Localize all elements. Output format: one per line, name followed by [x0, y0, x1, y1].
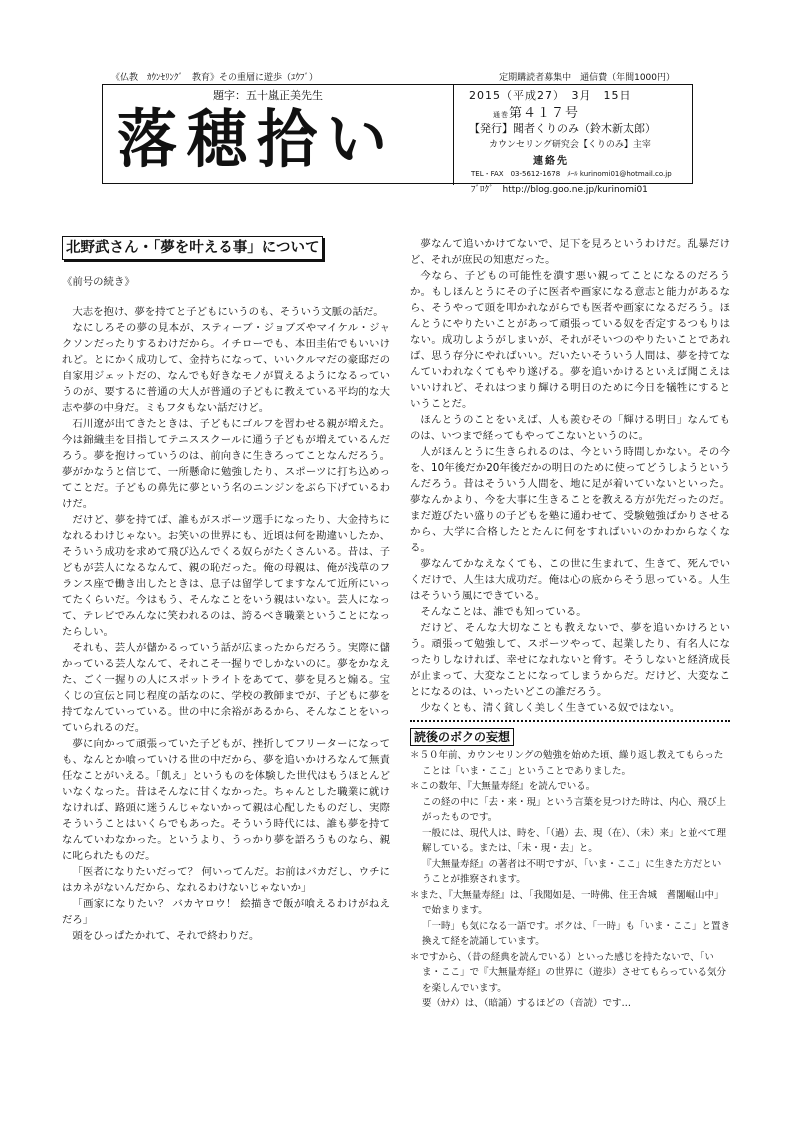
afterword-notes — [410, 748, 730, 1012]
article-paragraph: ほんとうのことをいえば、人も羨むその「輝ける明日」なんてものは、いつまで経ってもやってこないというのに。 — [410, 414, 730, 442]
organization: カウンセリング研究会【くりのみ】主宰 — [489, 140, 651, 150]
contact-label: 連絡先 — [533, 156, 569, 167]
afterword-note — [410, 950, 730, 997]
article-paragraph: 「画家になりたい？ バカヤロウ！ 絵描きで飯が喰えるわけがねえだろ」 — [62, 898, 390, 926]
article-paragraph: 「医者になりたいだって？ 何いってんだ。お前はバカだし、ウチにはカネがないんだから、なれるわけないじゃないか」 — [62, 866, 390, 894]
article-paragraph: 夢に向かって頑張っていた子どもが、挫折してフリーターになっても、なんとか喰っていける世の中だから、夢を追いかけろなんて無責任なことがいえる。「飢え」というものを体験した世代はもうほとんどいなくなった。昔はそんなに甘くなかった。ちゃんとした職業に就けなければ、路頭に迷うんじゃないかって親は心配したものだし、実際そういうことはいくらでもあった。そういう時代には、誰も夢を持てなんていわなかった。というより、うっかり夢を語ろうものなら、親に叱られたものだ。 — [62, 738, 390, 862]
article-paragraph: それも、芸人が儲かるっていう話が広まったからだろう。実際に儲かっている芸人なんて、それこそ一握りでしかないのに。夢をかなえた、ごく一握りの人にスポットライトをあてて、夢を見ろと煽る。宝くじの宣伝と同じ程度の話なのに、学校の教師までが、子どもに夢を持てなんていっている。世の中に余裕があるから、そんなことをいっていられるのだ。 — [62, 642, 390, 734]
masthead — [102, 84, 693, 195]
afterword-heading: 読後のボクの妄想 — [410, 728, 514, 746]
article-paragraph: だけど、夢を持てば、誰もがスポーツ選手になったり、大金持ちになれるわけじゃない。お笑いの世界にも、近頃は何を勘違いしたか、そういう成功を求めて飛び込んでくる奴らがたくさんいる。昔は、子どもが芸人になるなんて、親の恥だった。俺の母親は、俺が浅草のフランス座で働き出したときは、息子は留学してますなんて近所にいってたくらいだ。今はもう、そんなことをいう親はいない。芸人になって、テレビでみんなに笑われるのは、誇るべき職業ということになったらしい。 — [62, 514, 390, 638]
article-paragraph: なにしろその夢の見本が、スティーブ・ジョブズやマイケル・ジャクソンだったりするわけだから。イチローでも、本田圭佑でもいいけれど。とにかく成功して、金持ちになって、いいクルマだの豪邸だの自家用ジェットだの、なんでも好きなモノが買えるようになるっていうのが、要するに普通の大人が普通の子どもに教えている平均的な大志や夢の中身だ。ミもフタもない話だけど。 — [62, 322, 390, 414]
note-text: 要（ｶﾅﾒ）は、（暗誦）するほどの（音読）です… — [422, 998, 632, 1009]
note-text: この経の中に「去・来・現」という言葉を見つけた時は、内心、飛び上がったものです。 — [422, 796, 727, 823]
afterword-note — [410, 919, 730, 950]
newsletter-title: 落穂拾い — [117, 103, 397, 177]
article-paragraph: だけど、そんな大切なことも教えないで、夢を追いかけろという。頑張って勉強して、スポーツやって、起業したり、有名人になったりしなければ、幸せになれないと脅す。そうしないと経済成長が止まって、大変なことになってしまうからだ。だけど、大変なことになるのは、いったいどこの誰だろう。 — [410, 622, 730, 698]
article-paragraph: 少なくとも、清く貧しく美しく生きている奴ではない。 — [420, 702, 681, 714]
afterword-note — [410, 779, 730, 795]
note-text: 『大無量寿経』の著者は不明ですが、「いま・ここ」に生きた方だということが推察されます。 — [422, 858, 722, 885]
article-paragraph: 頭をひっぱたかれて、それで終わりだ。 — [72, 930, 260, 942]
note-text: 「一時」も気になる一語です。ボクは、「一時」も「いま・ここ」と置き換えて経を読誦しています。 — [422, 920, 730, 947]
article-paragraph: 人がほんとうに生きられるのは、今という時間しかない。その今を、10年後だか20年後だかの明日のために使ってどうしようというんだろう。昔はそういう人間を、地に足が着いていないといった。夢なんかより、今を大事に生きることを教える方が先だったのだ。まだ遊びたい盛りの子どもを塾に通わせて、受験勉強ばかりさせるから、大学に合格したとたんに何をすればいいのかわからなくなる。 — [410, 446, 730, 554]
masthead-divider — [453, 85, 454, 185]
note-bullet: ＊ — [410, 951, 420, 963]
left-paragraphs — [62, 304, 390, 944]
article-paragraph: 石川遼が出てきたときは、子どもにゴルフを習わせる親が増えた。今は錦織圭を目指してテニススクールに通う子どもが増えているんだろう。夢を抱けっていうのは、前向きに生きろってことなんだろう。夢がかなうと信じて、一所懸命に勉強したり、スポーツに打ち込めってことだ。子どもの鼻先に夢という名のニンジンをぶら下げているわけだ。 — [62, 418, 390, 510]
issue-prefix: 通巻 — [493, 111, 509, 119]
article-paragraph: そんなことは、誰でも知っている。 — [420, 606, 587, 618]
note-bullet: ＊ — [410, 781, 420, 792]
tagline: 《仏教 ｶｳﾝｾﾘﾝｸﾞ 教育》その重層に遊歩（ﾕｳﾌﾞ） — [111, 73, 319, 83]
issue-date: 2015（平成27） 3月 15日 — [469, 89, 632, 102]
article-paragraph: 大志を抱け、夢を持てと子どもにいうのも、そういう文脈の話だ。 — [72, 306, 384, 318]
note-bullet: ＊ — [410, 750, 420, 761]
publisher: 【発行】聞者くりのみ（鈴木新太郎） — [469, 122, 656, 135]
article-paragraph: 夢なんて追いかけてないで、足下を見ろというわけだ。乱暴だけど、それが庶民の知恵だった。 — [410, 238, 730, 266]
note-bullet: ＊ — [410, 889, 420, 901]
article-paragraph: 今なら、子どもの可能性を潰す悪い親ってことになるのだろうか。もしほんとうにその子に医者や画家になる意志と能力があるなら、そうやって頭を叩かれながらでも医者や画家になるだろう。ほんとうにやりたいことがあって頑張っている奴を否定するつもりはない。成功しようがしまいが、それがそいつのやりたいことであれば、思う存分にやればいい。だいたいそういう人間は、夢を持てなんていわれなくてもやり遂げる。夢を追いかけるといえば聞こえはいいけれど、それはつまり輝ける明日のために今日を犠牲にするということだ。 — [410, 270, 730, 410]
afterword-note — [410, 826, 730, 857]
article-paragraph: 夢なんてかなえなくても、この世に生まれて、生きて、死んでいくだけで、人生は大成功だ。俺は心の底からそう思っている。人生はそういう風にできている。 — [410, 558, 730, 602]
calligraphy-credit: 題字：五十嵐正美先生 — [213, 89, 323, 102]
contact-tel: TEL・FAX 03-5612-1678 ﾒｰﾙ kurinomi01@hotmail.co.jp — [471, 170, 672, 178]
afterword-note — [410, 795, 730, 826]
note-text: この数年、『大無量寿経』を読んでいる。 — [419, 781, 596, 792]
left-column — [62, 236, 390, 944]
issue-number-text: 第４１７号 — [509, 106, 580, 121]
article-headline: 北野武さん・「夢を叶える事」について — [62, 236, 323, 260]
issue-number — [493, 102, 579, 121]
afterword-note — [410, 748, 730, 779]
continued-note: 《前号の続き》 — [62, 276, 135, 288]
note-text: 一般には、現代人は、時を、「（過）去、現（在）、（未）来」と並べて理解している。または、「未・現・去」と。 — [422, 827, 727, 854]
afterword-note — [410, 996, 730, 1012]
right-paragraphs — [410, 236, 730, 716]
afterword-note — [410, 857, 730, 888]
section-divider — [410, 720, 730, 722]
note-text: ですから、（昔の経典を読んでいる）といった感じを持たないで、「いま・ここ」で『大無量寿経』の世界に（遊歩）させてもらっている気分を楽しんでいます。 — [419, 951, 727, 994]
afterword-note — [410, 888, 730, 919]
subscription-notice: 定期購読者募集中 通信費（年間1000円） — [499, 73, 675, 83]
right-column — [410, 236, 730, 1012]
note-text: また、『大無量寿経』は、「我聞如是、一時佛、住王舎城 耆闍崛山中」で始まります。 — [419, 889, 724, 916]
note-text: ５０年前、カウンセリングの勉強を始めた頃、繰り返し教えてもらったことは「いま・ここ」ということでありました。 — [419, 750, 724, 777]
blog-link: ﾌﾞﾛｸﾞ http://blog.goo.ne.jp/kurinomi01 — [471, 185, 648, 195]
